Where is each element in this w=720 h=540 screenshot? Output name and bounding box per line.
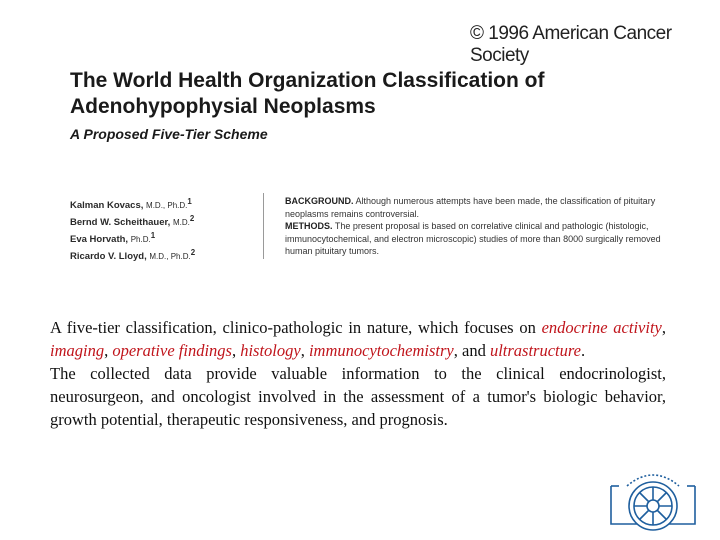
author-item <box>70 195 195 212</box>
copyright-line: © 1996 American Cancer Society <box>470 23 672 66</box>
background-label: BACKGROUND. <box>285 196 354 206</box>
summary-paragraph-1: A five-tier classification, clinico-pathologic in nature, which focuses on endocrine activity, imaging, operative findings, histology, immunocytochemistry, and ultrastructure. <box>50 318 666 360</box>
article-title: The World Health Organization Classification of Adenohypophysial Neoplasms <box>70 69 545 118</box>
term-endocrine-activity: endocrine activity <box>541 318 662 337</box>
author-affiliation-mark: 1 <box>187 197 192 206</box>
background-text: Although numerous attempts have been made, the classification of pituitary neoplasms remains controversial. <box>285 196 656 219</box>
author-item <box>70 212 195 229</box>
author-item <box>70 246 195 263</box>
author-list <box>70 195 195 264</box>
author-degrees: M.D., Ph.D. <box>146 201 188 211</box>
term-imaging: imaging <box>50 341 105 360</box>
methods-text: The present proposal is based on correlative clinical and pathologic (histologic, immunocytochemical, and electron microscopic) studies of more than 8000 surgically removed human pituitary tumors. <box>285 221 661 256</box>
abstract <box>285 195 670 258</box>
author-affiliation-mark: 1 <box>150 231 156 241</box>
author-name: Eva Horvath, <box>70 234 129 246</box>
term-operative-findings: operative findings <box>112 341 232 360</box>
institution-logo-icon <box>607 462 699 532</box>
author-item <box>70 229 195 246</box>
author-affiliation-mark: 2 <box>189 214 195 224</box>
author-affiliation-mark: 2 <box>190 248 196 258</box>
author-degrees: M.D., Ph.D. <box>149 252 191 262</box>
author-degrees: Ph.D. <box>130 235 151 245</box>
term-immunocytochemistry: immunocytochemistry <box>308 341 454 360</box>
term-histology: histology <box>240 341 301 360</box>
term-ultrastructure: ultrastructure <box>489 341 582 360</box>
author-name: Ricardo V. Lloyd, <box>70 251 147 263</box>
article-subtitle: A Proposed Five-Tier Scheme <box>70 126 268 142</box>
column-divider <box>263 193 264 259</box>
author-degrees: M.D. <box>172 218 190 228</box>
summary-paragraph-2: The collected data provide valuable information to the clinical endocrinologist, neurosurgeon, and oncologist involved in the assessment of a tumor's biologic behavior, growth potential, therapeutic responsiveness, and prognosis. <box>50 364 666 429</box>
summary-intro: A five-tier classification, clinico-pathologic in nature, which focuses on <box>50 318 536 337</box>
summary-text <box>50 316 666 431</box>
methods-label: METHODS. <box>285 221 333 231</box>
author-name: Bernd W. Scheithauer, <box>70 217 171 229</box>
author-name: Kalman Kovacs, <box>70 200 144 212</box>
